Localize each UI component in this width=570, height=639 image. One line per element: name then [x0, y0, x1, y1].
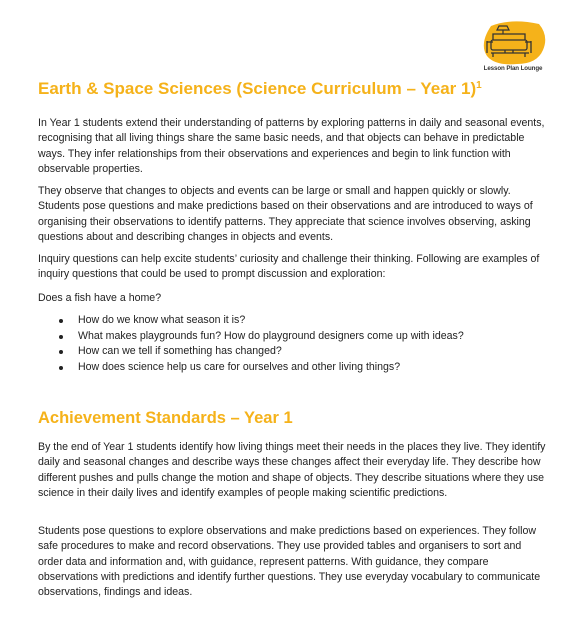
list-item: How does science help us care for ourselves and other living things? [58, 360, 464, 376]
intro-paragraph-2: They observe that changes to objects and events can be large or small and happen quickly or slowly. Students pose questions and make predictions based on their observations and are introduced to ways of organising their observations to identify patterns. They appreciate that science involves observing, asking questions about and describing changes in objects and events. [38, 185, 533, 243]
lounge-chair-logo-icon [477, 20, 547, 66]
logo-text: Lesson Plan Lounge [483, 65, 543, 72]
page-title-text: Earth & Space Sciences (Science Curriculum – Year 1) [38, 79, 477, 98]
list-item: How can we tell if something has changed? [58, 344, 464, 360]
achievement-paragraph-2: Students pose questions to explore observations and make predictions based on experiences. They follow safe procedures to make and record observations. They use provided tables and organisers to sort and order data and information and, with guidance, represent patterns. With guidance, they compare observations with predictions and identify further questions. They use everyday vocabulary to communicate observations, findings and ideas. [38, 525, 541, 599]
achievement-paragraph-1: By the end of Year 1 students identify how living things meet their needs in the places they live. They identify daily and seasonal changes and describe ways these changes affect their everyday life. They describe how different pushes and pulls change the motion and shape of objects. They describe situations where they use science in their daily lives and identify examples of people making scientific predictions. [38, 441, 546, 499]
list-item: How do we know what season it is? [58, 313, 464, 329]
list-item: What makes playgrounds fun? How do playground designers come up with ideas? [58, 329, 464, 345]
intro-paragraph-1: In Year 1 students extend their understanding of patterns by exploring patterns in daily and seasonal events, recognising that all living things share the same basic needs, and that objects can behave in predictable ways. They infer relationships from their observations and experiences and begin to link function with observable properties. [38, 117, 545, 175]
achievement-heading: Achievement Standards – Year 1 [38, 409, 293, 427]
page-title [38, 79, 482, 99]
footnote-marker: 1 [476, 80, 482, 91]
intro-paragraph-3: Inquiry questions can help excite students’ curiosity and challenge their thinking. Following are examples of inquiry questions that could be used to prompt discussion and exploration: [38, 253, 540, 281]
intro-question: Does a fish have a home? [38, 292, 162, 304]
inquiry-question-list [58, 313, 464, 375]
